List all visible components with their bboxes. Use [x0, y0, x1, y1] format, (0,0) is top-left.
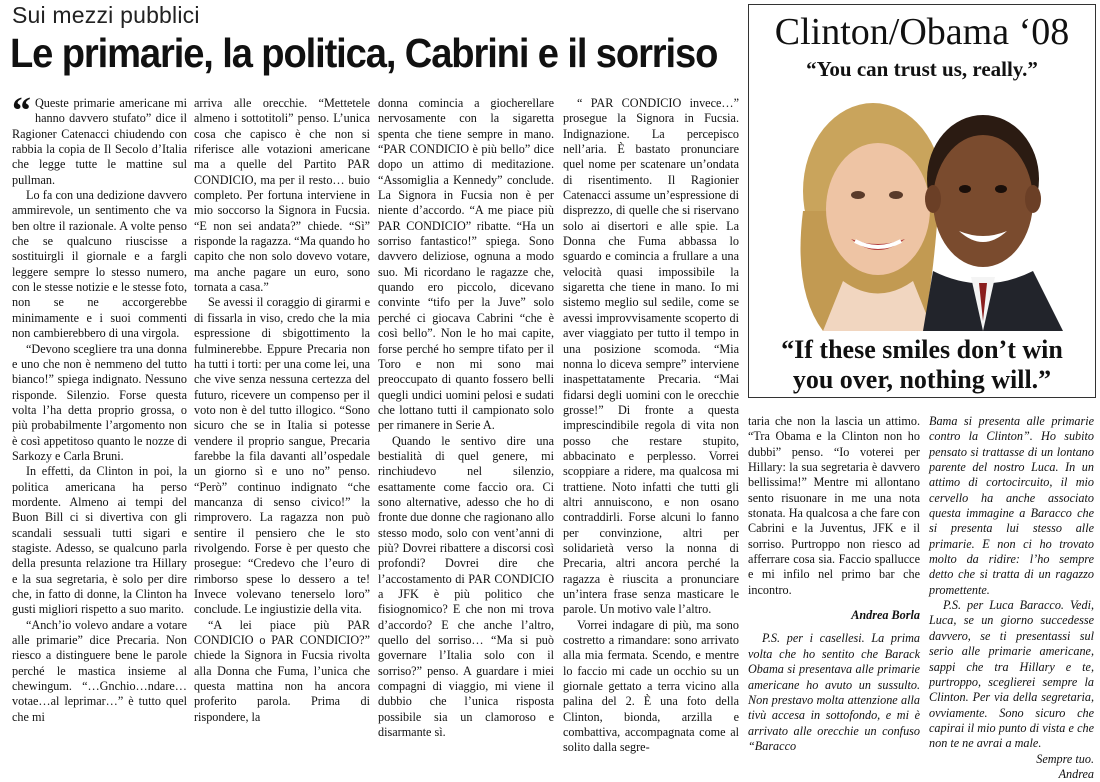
article-column-5 — [748, 414, 920, 754]
article-paragraph: donna comincia a giocherellare nervosamente con la sigaretta spenta che tiene sempre in mano. “PAR CONDICIO è più bello” dice dopo un attimo di meditazione. “Assomiglia a Kennedy” conclude. La Signora in Fucsia non è per niente d’accordo. “A me piace più PAR CONDICIO” ribatte. “Ha un sorriso fantastico!” spiega. Sono davvero deliziose, ognuna a modo suo. Mi ricordano le ragazze che, quando ero piccolo, dicevano convinte “tifo per la Juve” solo perché ci giocava Cabrini “che è così bello”. Non le ho mai capite, forse perché ho sempre tifato per il Toro e non mi sono mai preoccupato di quanto fossero belli quegli undici uomini pelosi e sudati che lottano tutti il campionato solo per rimanere in Serie A. — [378, 96, 554, 433]
article-column-2 — [194, 96, 370, 725]
article-paragraph: Se avessi il coraggio di girarmi e di fissarla in viso, credo che la mia espressione di sbigottimento la fulminerebbe. Eppure Precaria non ha tutti i torti: per una come lei, una che vive senza nessuna certezza del futuro, ricevere un compenso per il voto non è del tutto illogico. “Sono sicuro che se in Italia si potesse vendere il proprio sangue, Precaria farebbe la fila davanti all’ospedale un giorno sì e uno no” penso. “Però” continuo indignato “che mancanza di senso civico!” la rimprovero. La ragazza non può sentire il pensiero che le sto rivolgendo. Forse è per questo che prosegue: “Credevo che l’euro di rimborso spese lo dessero a te! Invece volevano tenerselo loro” conclude. Le ingiustizie della vita. — [194, 295, 370, 617]
closing-line: Sempre tuo. — [1036, 751, 1094, 766]
article-paragraph: In effetti, da Clinton in poi, la politica americana ha perso mordente. Almeno ai tempi del Buon Bill ci si divertiva con gli scandali sessuali tutti sigari e stagiste. Adesso, se qualcuno parla della presunta relazione tra Hillary e la sua segretaria, è solo per dire che, in fatto di donne, la Clinton ha gusti migliori rispetto a suo marito. — [12, 464, 187, 617]
image-title: Clinton/Obama ‘08 — [774, 11, 1070, 53]
postscript-paragraph: P.S. per i casellesi. La prima volta che ho sentito che Barack Obama si presentava alle primarie americane ho avuto un sussulto. Non prestavo molta attenzione alla tivù accesa in sottofondo, e mi è arrivato alle orecchie un confuso “Baracco — [748, 631, 920, 753]
campaign-image — [748, 4, 1096, 398]
article-paragraph: “ Queste primarie americane mi hanno davvero stufato” dice il Ragioner Catenacci chiudendo con rabbia la copia de Il Secolo d’Italia che legge tutte le mattine sul pullman. — [12, 90, 187, 187]
article-paragraph: “Anch’io volevo andare a votare alle primarie” dice Precaria. Non riesco a distinguere bene le parole perché le mastica insieme al chewingum. “…Gnchio…ndare…votae…al leprimar…” è tutto quel che mi — [12, 617, 187, 724]
opening-quote-mark: “ — [12, 90, 31, 132]
article-paragraph: “ PAR CONDICIO invece…” prosegue la Signora in Fucsia. Indignazione. La percepisco nell’aria. È bastato pronunciare quel nome per scatenare un’ondata di risentimento. Il Ragionier Catenacci assume un’espressione di disprezzo, di quelle che si riservano solo ai disertori e alle spie. La Donna che Fuma abbassa lo sguardo e comincia a frullare a una velocità quasi impossibile la sigaretta che tiene in mano. Io mi sistemo meglio sul sedile, come se avessi improvvisamente scoperto di aver viaggiato per tutto il tempo in una posizione scomoda. “Mia nonna lo diceva sempre” interviene inaspettatamente Precaria. “Mai fidarsi degli uomini con le orecchie grosse!” Di fronte a questa imprescindibile regola di vita non posso che restare stupito, abbacinato e perplesso. Vorrei scoppiare a ridere, ma qualcosa mi trattiene. Noto infatti che tutti gli altri annuiscono, e non osano contraddirli. Forse alcuni lo fanno per convinzione, altri per solidarietà verso la nonna di Precaria, altri ancora perché la ragazza è riuscita a pronunciare un’intera frase senza masticare le parole. Un motivo vale l’altro. — [563, 96, 739, 617]
article-paragraph: “A lei piace più PAR CONDICIO o PAR CONDICIO?” chiede la Signora in Fucsia rivolta alla Donna che Fuma, l’unica che questa mattina non ha ancora proferito parola. Prima di rispondere, la — [194, 617, 370, 724]
article-paragraph: taria che non la lascia un attimo. “Tra Obama e la Clinton non ho dubbi” penso. “Io voterei per Hillary: la sua segretaria è davvero bellissima!” Mentre mi allontano sento risuonare in me una nota stonata. Ha qualcosa a che fare con Cabrini e la Juventus, JFK e il sorriso. Purtroppo non riesco ad afferrare cosa sia. Faccio spallucce e mi infilo nel primo bar che incontro. — [748, 414, 920, 597]
image-caption: “If these smiles don’t win you over, nothing will.” — [781, 335, 1063, 394]
image-subtitle: “You can trust us, really.” — [806, 57, 1038, 81]
kicker: Sui mezzi pubblici — [12, 2, 200, 28]
author-signature: Andrea Borla — [851, 608, 920, 623]
candidates-portrait-image — [783, 91, 1063, 331]
article-paragraph: arriva alle orecchie. “Mettetele almeno i sottotitoli” penso. L’unica cosa che capisco è che non si riferisce alle votazioni americane ma a quelle del Partito PAR CONDICIO, ma per il resto… buio completo. Per fortuna interviene in mio soccorso la Signora in Fucsia. “E non sei andata?” chiede. “Sì” risponde la ragazza. “Ma quando ho capito che non solo dovevo votare, ma anche pagare un euro, sono tornata a casa.” — [194, 96, 370, 295]
article-column-4 — [563, 96, 739, 756]
headline: Le primarie, la politica, Cabrini e il sorriso — [10, 30, 718, 76]
article-column-3 — [378, 96, 554, 740]
closing-name: Andrea — [1058, 766, 1094, 781]
postscript-paragraph: P.S. per Luca Baracco. Vedi, Luca, se un giorno succedesse davvero, se ti presentassi sul serio alle primarie americane, sappi che tra Hillary e te, purtroppo, sceglierei sempre la Clinton. Per via della segretaria, ovviamente. Sono sicuro che capirai il mio punto di vista e che non te ne avrai a male. — [929, 598, 1094, 751]
article-paragraph: “Devono scegliere tra una donna e uno che non è nemmeno del tutto bianco!” spiega indignato. Nessuno risponde. Silenzio. Forse questa volta l’ha detta proprio grossa, o più probabilmente l’argomento non è così appetitoso quanto le nozze di Sarkozy e Carla Bruni. — [12, 341, 187, 463]
article-paragraph: Lo fa con una dedizione davvero ammirevole, un sentimento che va ben oltre il razionale. A volte penso che se qualcuno riuscisse a sostituirgli il giornale e a fargli leggere sempre lo stesso numero, con le stesse notizie e le stesse foto, non se ne accorgerebbe minimamente e i suoi commenti non cambierebbero di una virgola. — [12, 188, 187, 341]
article-paragraph: Quando le sentivo dire una bestialità di quel genere, mi rinchiudevo nel silenzio, esattamente come faccio ora. Ci sono alternative, adesso che ho di fronte due donne che ragionano allo stesso modo, solo con vent’anni di più? Dovrei ribattere a discorsi così profondi? Dovrei dire che l’accostamento di PAR CONDICIO a JFK è più politico che fisiognomico? E che non mi trova d’accordo? E che anche l’altro, quello del sorriso… “Ma si può governare l’Italia solo con il sorriso?” penso. A guardare i miei compagni di viaggio, mi viene il dubbio che l’unica risposta possibile sia un clamoroso e disarmante sì. — [378, 433, 554, 740]
article-paragraph: Vorrei indagare di più, ma sono costretto a rimandare: sono arrivato alla mia fermata. Scendo, e mentre lo faccio mi cade un occhio su un giornale gettato a terra vicino alla palina del 2. È una foto della Clinton, bionda, arzilla e combattiva, accompagnata come al solito dalla segre- — [563, 617, 739, 755]
article-column-6 — [929, 414, 1094, 782]
article-column-1 — [12, 90, 187, 725]
postscript-paragraph: Bama si presenta alle primarie contro la Clinton”. Ho subito pensato si trattasse di un lontano parente del nostro Luca. In un attimo di cortocircuito, il mio cervello ha anche associato questa immagine a Baracco che si presenta lui stesso alle primarie. E non ci ho trovato molto da ridire: l’ho sempre detto che si tratta di un ragazzo promettente. — [929, 414, 1094, 597]
